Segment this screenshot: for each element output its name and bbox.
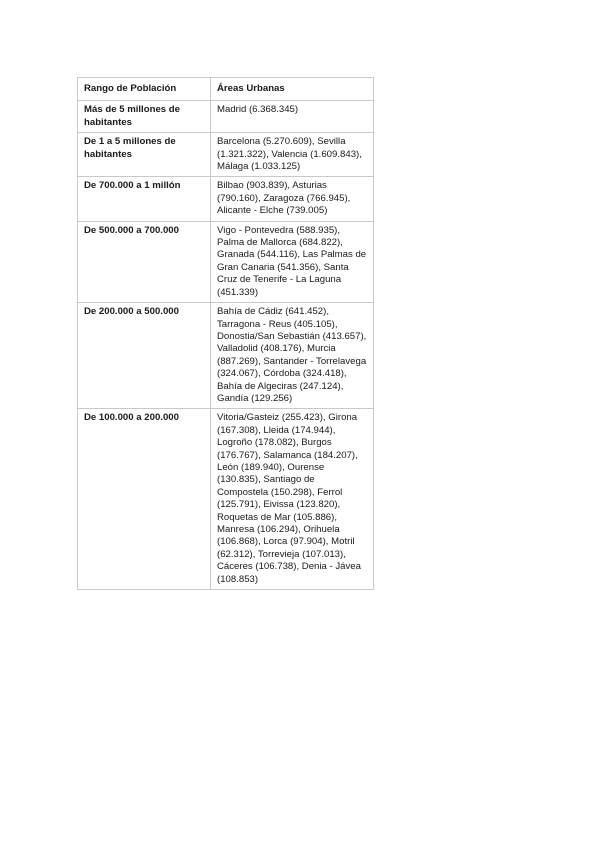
range-cell: Más de 5 millones de habitantes — [78, 101, 211, 133]
population-table — [77, 77, 374, 590]
range-cell: De 1 a 5 millones de habitantes — [78, 133, 211, 177]
areas-cell: Bahía de Cádiz (641.452), Tarragona - Reus (405.105), Donostia/San Sebastián (413.657), Valladolid (408.176), Murcia (887.269), Santander - Torrelavega (324.067), Córdoba (324.418), Bahía de Algeciras (247.124), Gandía (129.256) — [211, 303, 374, 409]
header-range: Rango de Población — [78, 78, 211, 101]
range-cell: De 500.000 a 700.000 — [78, 221, 211, 302]
table-row — [78, 133, 374, 177]
areas-cell: Madrid (6.368.345) — [211, 101, 374, 133]
table-header — [78, 78, 374, 101]
table-row — [78, 101, 374, 133]
table-body — [78, 101, 374, 590]
header-row — [78, 78, 374, 101]
range-cell: De 100.000 a 200.000 — [78, 409, 211, 590]
table-row — [78, 303, 374, 409]
table-row — [78, 221, 374, 302]
range-cell: De 700.000 a 1 millón — [78, 177, 211, 221]
table-row — [78, 409, 374, 590]
areas-cell: Bilbao (903.839), Asturias (790.160), Zaragoza (766.945), Alicante - Elche (739.005) — [211, 177, 374, 221]
table-row — [78, 177, 374, 221]
areas-cell: Barcelona (5.270.609), Sevilla (1.321.322), Valencia (1.609.843), Málaga (1.033.125) — [211, 133, 374, 177]
range-cell: De 200.000 a 500.000 — [78, 303, 211, 409]
areas-cell: Vitoria/Gasteiz (255.423), Girona (167.308), Lleida (174.944), Logroño (178.082), Burgos (176.767), Salamanca (184.207), León (189.940), Ourense (130.835), Santiago de Compostela (150.298), Ferrol (125.791), Eivissa (123.820), Roquetas de Mar (105.886), Manresa (106.294), Orihuela (106.868), Lorca (97.904), Motril (62.312), Torrevieja (107.013), Cáceres (106.738), Denia - Jávea (108.853) — [211, 409, 374, 590]
areas-cell: Vigo - Pontevedra (588.935), Palma de Mallorca (684.822), Granada (544.116), Las Palmas de Gran Canaria (541.356), Santa Cruz de Tenerife - La Laguna (451.339) — [211, 221, 374, 302]
header-areas: Áreas Urbanas — [211, 78, 374, 101]
